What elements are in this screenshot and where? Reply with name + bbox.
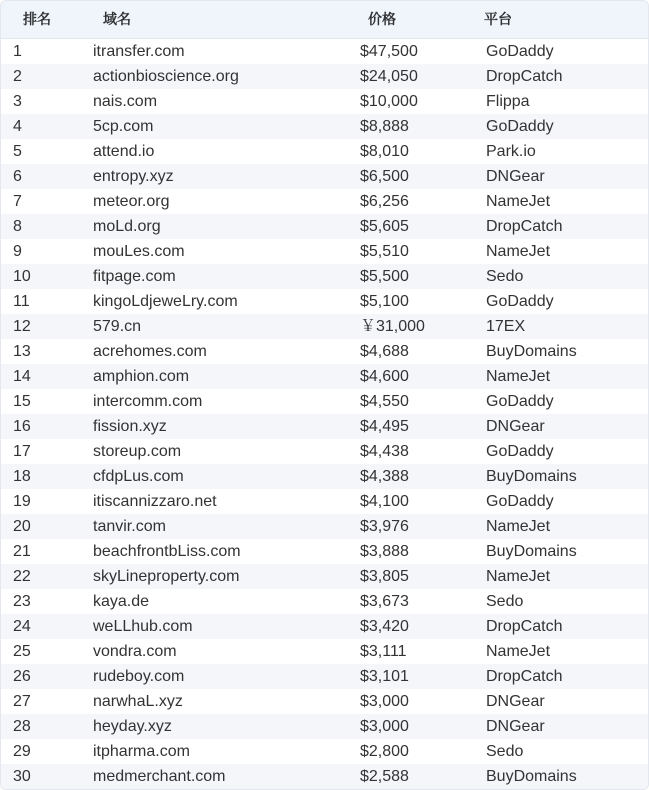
cell-price: $3,101	[360, 667, 409, 685]
cell-platform: BuyDomains	[486, 542, 577, 560]
cell-platform: Sedo	[486, 267, 524, 285]
cell-price: $5,100	[360, 292, 409, 310]
cell-platform: Sedo	[486, 742, 524, 760]
cell-rank: 21	[13, 542, 31, 560]
table-body	[1, 38, 648, 789]
cell-rank: 28	[13, 717, 31, 735]
cell-rank: 26	[13, 667, 31, 685]
cell-price: $4,688	[360, 342, 409, 360]
table-row[interactable]	[1, 214, 648, 239]
cell-platform: DNGear	[486, 692, 545, 710]
cell-rank: 15	[13, 392, 31, 410]
cell-platform: NameJet	[486, 367, 551, 385]
cell-domain: 5cp.com	[93, 117, 154, 135]
cell-platform: NameJet	[486, 642, 551, 660]
table-row[interactable]	[1, 714, 648, 739]
cell-domain: weLLhub.com	[93, 617, 193, 635]
table-row[interactable]	[1, 264, 648, 289]
table-row[interactable]	[1, 38, 648, 64]
table-row[interactable]	[1, 464, 648, 489]
cell-platform: Park.io	[486, 142, 536, 160]
cell-domain: 579.cn	[93, 317, 142, 335]
cell-platform: DropCatch	[486, 667, 563, 685]
cell-price: $2,800	[360, 742, 409, 760]
cell-price: $6,256	[360, 192, 409, 210]
cell-rank: 7	[13, 192, 22, 210]
table-row[interactable]	[1, 514, 648, 539]
cell-rank: 2	[13, 67, 22, 85]
cell-domain: beachfrontbLiss.com	[93, 542, 241, 560]
cell-rank: 25	[13, 642, 31, 660]
cell-price: $6,500	[360, 167, 409, 185]
cell-platform: Sedo	[486, 592, 524, 610]
cell-price: $3,000	[360, 692, 409, 710]
table-row[interactable]	[1, 664, 648, 689]
cell-rank: 18	[13, 467, 31, 485]
cell-domain: nais.com	[93, 92, 158, 110]
cell-domain: moLd.org	[93, 217, 161, 235]
table-row[interactable]	[1, 689, 648, 714]
cell-domain: heyday.xyz	[93, 717, 172, 735]
table-row[interactable]	[1, 489, 648, 514]
cell-price: $5,605	[360, 217, 409, 235]
cell-rank: 9	[13, 242, 22, 260]
cell-price: $5,500	[360, 267, 409, 285]
cell-platform: DNGear	[486, 167, 545, 185]
cell-price: $3,673	[360, 592, 409, 610]
cell-rank: 23	[13, 592, 31, 610]
cell-rank: 30	[13, 767, 31, 785]
cell-price: $4,495	[360, 417, 409, 435]
cell-price: $4,550	[360, 392, 409, 410]
cell-price: $4,388	[360, 467, 409, 485]
header-price[interactable]: 价格	[348, 1, 474, 38]
cell-platform: NameJet	[486, 517, 551, 535]
cell-platform: Flippa	[486, 92, 530, 110]
cell-price: $5,510	[360, 242, 409, 260]
cell-domain: intercomm.com	[93, 392, 203, 410]
cell-price: $3,000	[360, 717, 409, 735]
cell-platform: NameJet	[486, 192, 551, 210]
cell-rank: 24	[13, 617, 31, 635]
cell-price: $8,888	[360, 117, 409, 135]
table-row[interactable]	[1, 64, 648, 89]
table-row[interactable]	[1, 189, 648, 214]
sales-table	[1, 1, 648, 789]
cell-rank: 29	[13, 742, 31, 760]
cell-platform: BuyDomains	[486, 767, 577, 785]
cell-domain: amphion.com	[93, 367, 190, 385]
cell-domain: tanvir.com	[93, 517, 166, 535]
cell-platform: DropCatch	[486, 67, 563, 85]
table-header	[1, 1, 648, 38]
cell-rank: 19	[13, 492, 31, 510]
cell-rank: 8	[13, 217, 22, 235]
table-row[interactable]	[1, 364, 648, 389]
table-row[interactable]	[1, 564, 648, 589]
cell-domain: narwhaL.xyz	[93, 692, 183, 710]
cell-domain: skyLineproperty.com	[93, 567, 240, 585]
cell-price: $3,976	[360, 517, 409, 535]
cell-price: $4,600	[360, 367, 409, 385]
table-row[interactable]	[1, 539, 648, 564]
cell-rank: 13	[13, 342, 31, 360]
cell-domain: vondra.com	[93, 642, 177, 660]
cell-domain: entropy.xyz	[93, 167, 174, 185]
cell-price: $4,100	[360, 492, 409, 510]
table-row[interactable]	[1, 114, 648, 139]
table-row[interactable]	[1, 439, 648, 464]
cell-price: ￥31,000	[360, 317, 425, 335]
table-row[interactable]	[1, 639, 648, 664]
table-row[interactable]	[1, 764, 648, 789]
table-row[interactable]	[1, 389, 648, 414]
header-domain[interactable]: 域名	[81, 1, 348, 38]
cell-rank: 6	[13, 167, 22, 185]
table-row[interactable]	[1, 239, 648, 264]
cell-rank: 16	[13, 417, 31, 435]
cell-rank: 22	[13, 567, 31, 585]
table-row[interactable]	[1, 589, 648, 614]
table-row[interactable]	[1, 414, 648, 439]
cell-domain: actionbioscience.org	[93, 67, 239, 85]
cell-rank: 17	[13, 442, 31, 460]
table-row[interactable]	[1, 164, 648, 189]
cell-domain: rudeboy.com	[93, 667, 185, 685]
header-rank[interactable]: 排名	[1, 1, 81, 38]
cell-rank: 11	[13, 292, 30, 310]
cell-rank: 10	[13, 267, 31, 285]
cell-rank: 1	[13, 42, 22, 60]
cell-domain: itpharma.com	[93, 742, 190, 760]
cell-platform: 17EX	[486, 317, 526, 335]
cell-domain: medmerchant.com	[93, 767, 226, 785]
cell-platform: DNGear	[486, 717, 545, 735]
cell-price: $3,420	[360, 617, 409, 635]
cell-platform: GoDaddy	[486, 442, 554, 460]
cell-platform: GoDaddy	[486, 292, 554, 310]
cell-rank: 12	[13, 317, 31, 335]
cell-platform: GoDaddy	[486, 42, 554, 60]
table-row[interactable]	[1, 139, 648, 164]
table-row[interactable]	[1, 314, 648, 339]
cell-price: $8,010	[360, 142, 409, 160]
cell-domain: meteor.org	[93, 192, 170, 210]
cell-platform: GoDaddy	[486, 117, 554, 135]
table-row[interactable]	[1, 739, 648, 764]
cell-domain: kaya.de	[93, 592, 150, 610]
cell-platform: DropCatch	[486, 617, 563, 635]
cell-platform: BuyDomains	[486, 342, 577, 360]
cell-rank: 14	[13, 367, 31, 385]
cell-platform: DropCatch	[486, 217, 563, 235]
cell-platform: NameJet	[486, 242, 551, 260]
cell-domain: cfdpLus.com	[93, 467, 184, 485]
cell-rank: 4	[13, 117, 22, 135]
cell-rank: 20	[13, 517, 31, 535]
cell-platform: BuyDomains	[486, 467, 577, 485]
cell-rank: 5	[13, 142, 22, 160]
table-row[interactable]	[1, 89, 648, 114]
cell-price: $47,500	[360, 42, 418, 60]
table-row[interactable]	[1, 614, 648, 639]
cell-domain: attend.io	[93, 142, 155, 160]
cell-domain: itiscannizzaro.net	[93, 492, 217, 510]
cell-price: $24,050	[360, 67, 418, 85]
cell-domain: fitpage.com	[93, 267, 176, 285]
cell-rank: 3	[13, 92, 22, 110]
cell-price: $3,111	[360, 642, 407, 660]
cell-domain: fission.xyz	[93, 417, 167, 435]
cell-platform: NameJet	[486, 567, 551, 585]
cell-price: $3,888	[360, 542, 409, 560]
cell-platform: DNGear	[486, 417, 545, 435]
cell-rank: 27	[13, 692, 31, 710]
cell-price: $3,805	[360, 567, 409, 585]
cell-domain: storeup.com	[93, 442, 182, 460]
cell-domain: itransfer.com	[93, 42, 185, 60]
header-platform[interactable]: 平台	[474, 1, 648, 38]
table-row[interactable]	[1, 289, 648, 314]
cell-price: $4,438	[360, 442, 409, 460]
table-row[interactable]	[1, 339, 648, 364]
cell-domain: mouLes.com	[93, 242, 185, 260]
cell-domain: acrehomes.com	[93, 342, 207, 360]
cell-domain: kingoLdjeweLry.com	[93, 292, 238, 310]
cell-platform: GoDaddy	[486, 392, 554, 410]
cell-price: $2,588	[360, 767, 409, 785]
header-row	[1, 1, 648, 38]
cell-price: $10,000	[360, 92, 418, 110]
cell-platform: GoDaddy	[486, 492, 554, 510]
